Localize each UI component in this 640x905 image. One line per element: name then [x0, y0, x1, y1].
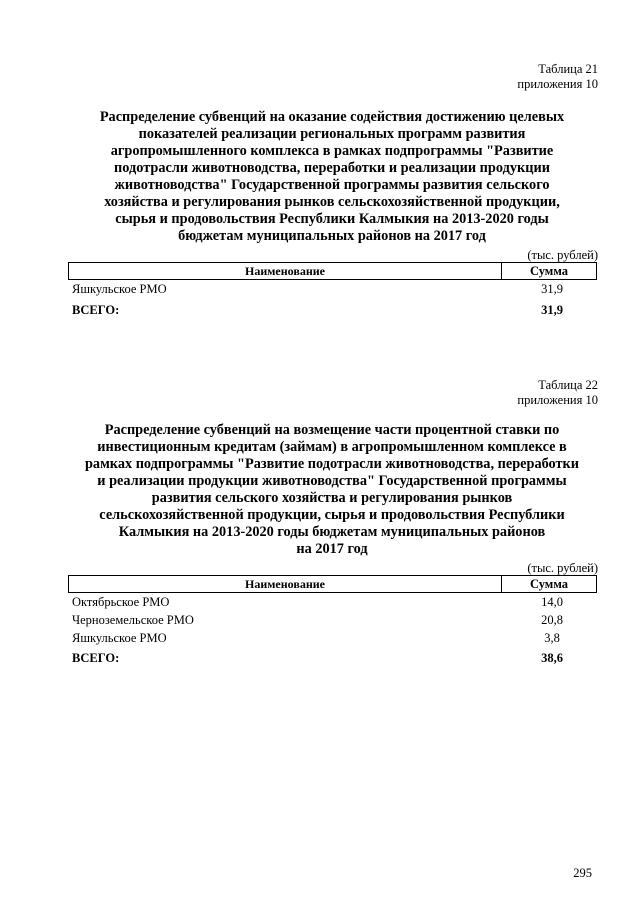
- row-sum: 14,0: [541, 595, 563, 609]
- title-line: Распределение субвенций на оказание содействия достижению целевых: [99, 109, 565, 125]
- total-row: [72, 301, 598, 319]
- page-number: 295: [573, 866, 592, 880]
- row-name: Яшкульское РМО: [72, 631, 167, 645]
- row-sum: 20,8: [541, 613, 563, 627]
- appendix-reference: приложения 10: [517, 393, 598, 407]
- column-header-sum: Сумма: [530, 577, 568, 591]
- table-number: Таблица 21: [538, 62, 598, 76]
- title-line: и реализации продукции животноводства" Государственной программы: [97, 473, 567, 489]
- total-label: ВСЕГО:: [72, 303, 120, 317]
- table-caption: [398, 378, 598, 408]
- table-row: [72, 611, 598, 629]
- unit-label: (тыс. рублей): [527, 248, 598, 262]
- title-line: сельскохозяйственной продукции, сырья и продовольствия Республики: [99, 507, 565, 523]
- row-sum: 3,8: [544, 631, 560, 645]
- total-sum: 38,6: [541, 651, 563, 665]
- unit-label: (тыс. рублей): [527, 561, 598, 575]
- row-sum: 31,9: [541, 282, 563, 296]
- table-row: [72, 593, 598, 611]
- table-row: [72, 280, 598, 298]
- total-row: [72, 649, 598, 667]
- title-line: хозяйства и регулирования рынков сельскохозяйственной продукции,: [104, 194, 560, 210]
- row-name: Яшкульское РМО: [72, 282, 167, 296]
- table-row: [72, 629, 598, 647]
- table-number: Таблица 22: [538, 378, 598, 392]
- title-line: показателей реализации региональных программ развития: [138, 126, 526, 142]
- title-line: развития сельского хозяйства и регулирования рынков: [151, 490, 513, 506]
- title-line: сырья и продовольствия Республики Калмыкия на 2013-2020 годы: [115, 211, 549, 227]
- title-line: агропромышленного комплекса в рамках подпрограммы "Развитие: [110, 143, 554, 159]
- title-line: бюджетам муниципальных районов на 2017 год: [178, 228, 486, 244]
- table-title: [64, 422, 600, 558]
- title-line: Калмыкия на 2013-2020 годы бюджетам муниципальных районов: [118, 524, 546, 540]
- column-header-sum: Сумма: [530, 264, 568, 278]
- title-line: на 2017 год: [296, 541, 368, 557]
- title-line: инвестиционным кредитам (займам) в агропромышленном комплексе в: [97, 439, 567, 455]
- table-caption: [398, 62, 598, 92]
- total-label: ВСЕГО:: [72, 651, 120, 665]
- column-header-name: Наименование: [245, 264, 325, 278]
- title-line: подотрасли животноводства, переработки и реализации продукции: [114, 160, 550, 176]
- table-header: [68, 575, 597, 593]
- table-header: [68, 262, 597, 280]
- title-line: Распределение субвенций на возмещение части процентной ставки по: [104, 422, 560, 438]
- appendix-reference: приложения 10: [517, 77, 598, 91]
- row-name: Черноземельское РМО: [72, 613, 194, 627]
- column-header-name: Наименование: [245, 577, 325, 591]
- title-line: животноводства" Государственной программы развития сельского: [114, 177, 550, 193]
- total-sum: 31,9: [541, 303, 563, 317]
- row-name: Октябрьское РМО: [72, 595, 170, 609]
- title-line: рамках подпрограммы "Развитие подотрасли животноводства, переработки: [84, 456, 580, 472]
- table-title: [64, 109, 600, 245]
